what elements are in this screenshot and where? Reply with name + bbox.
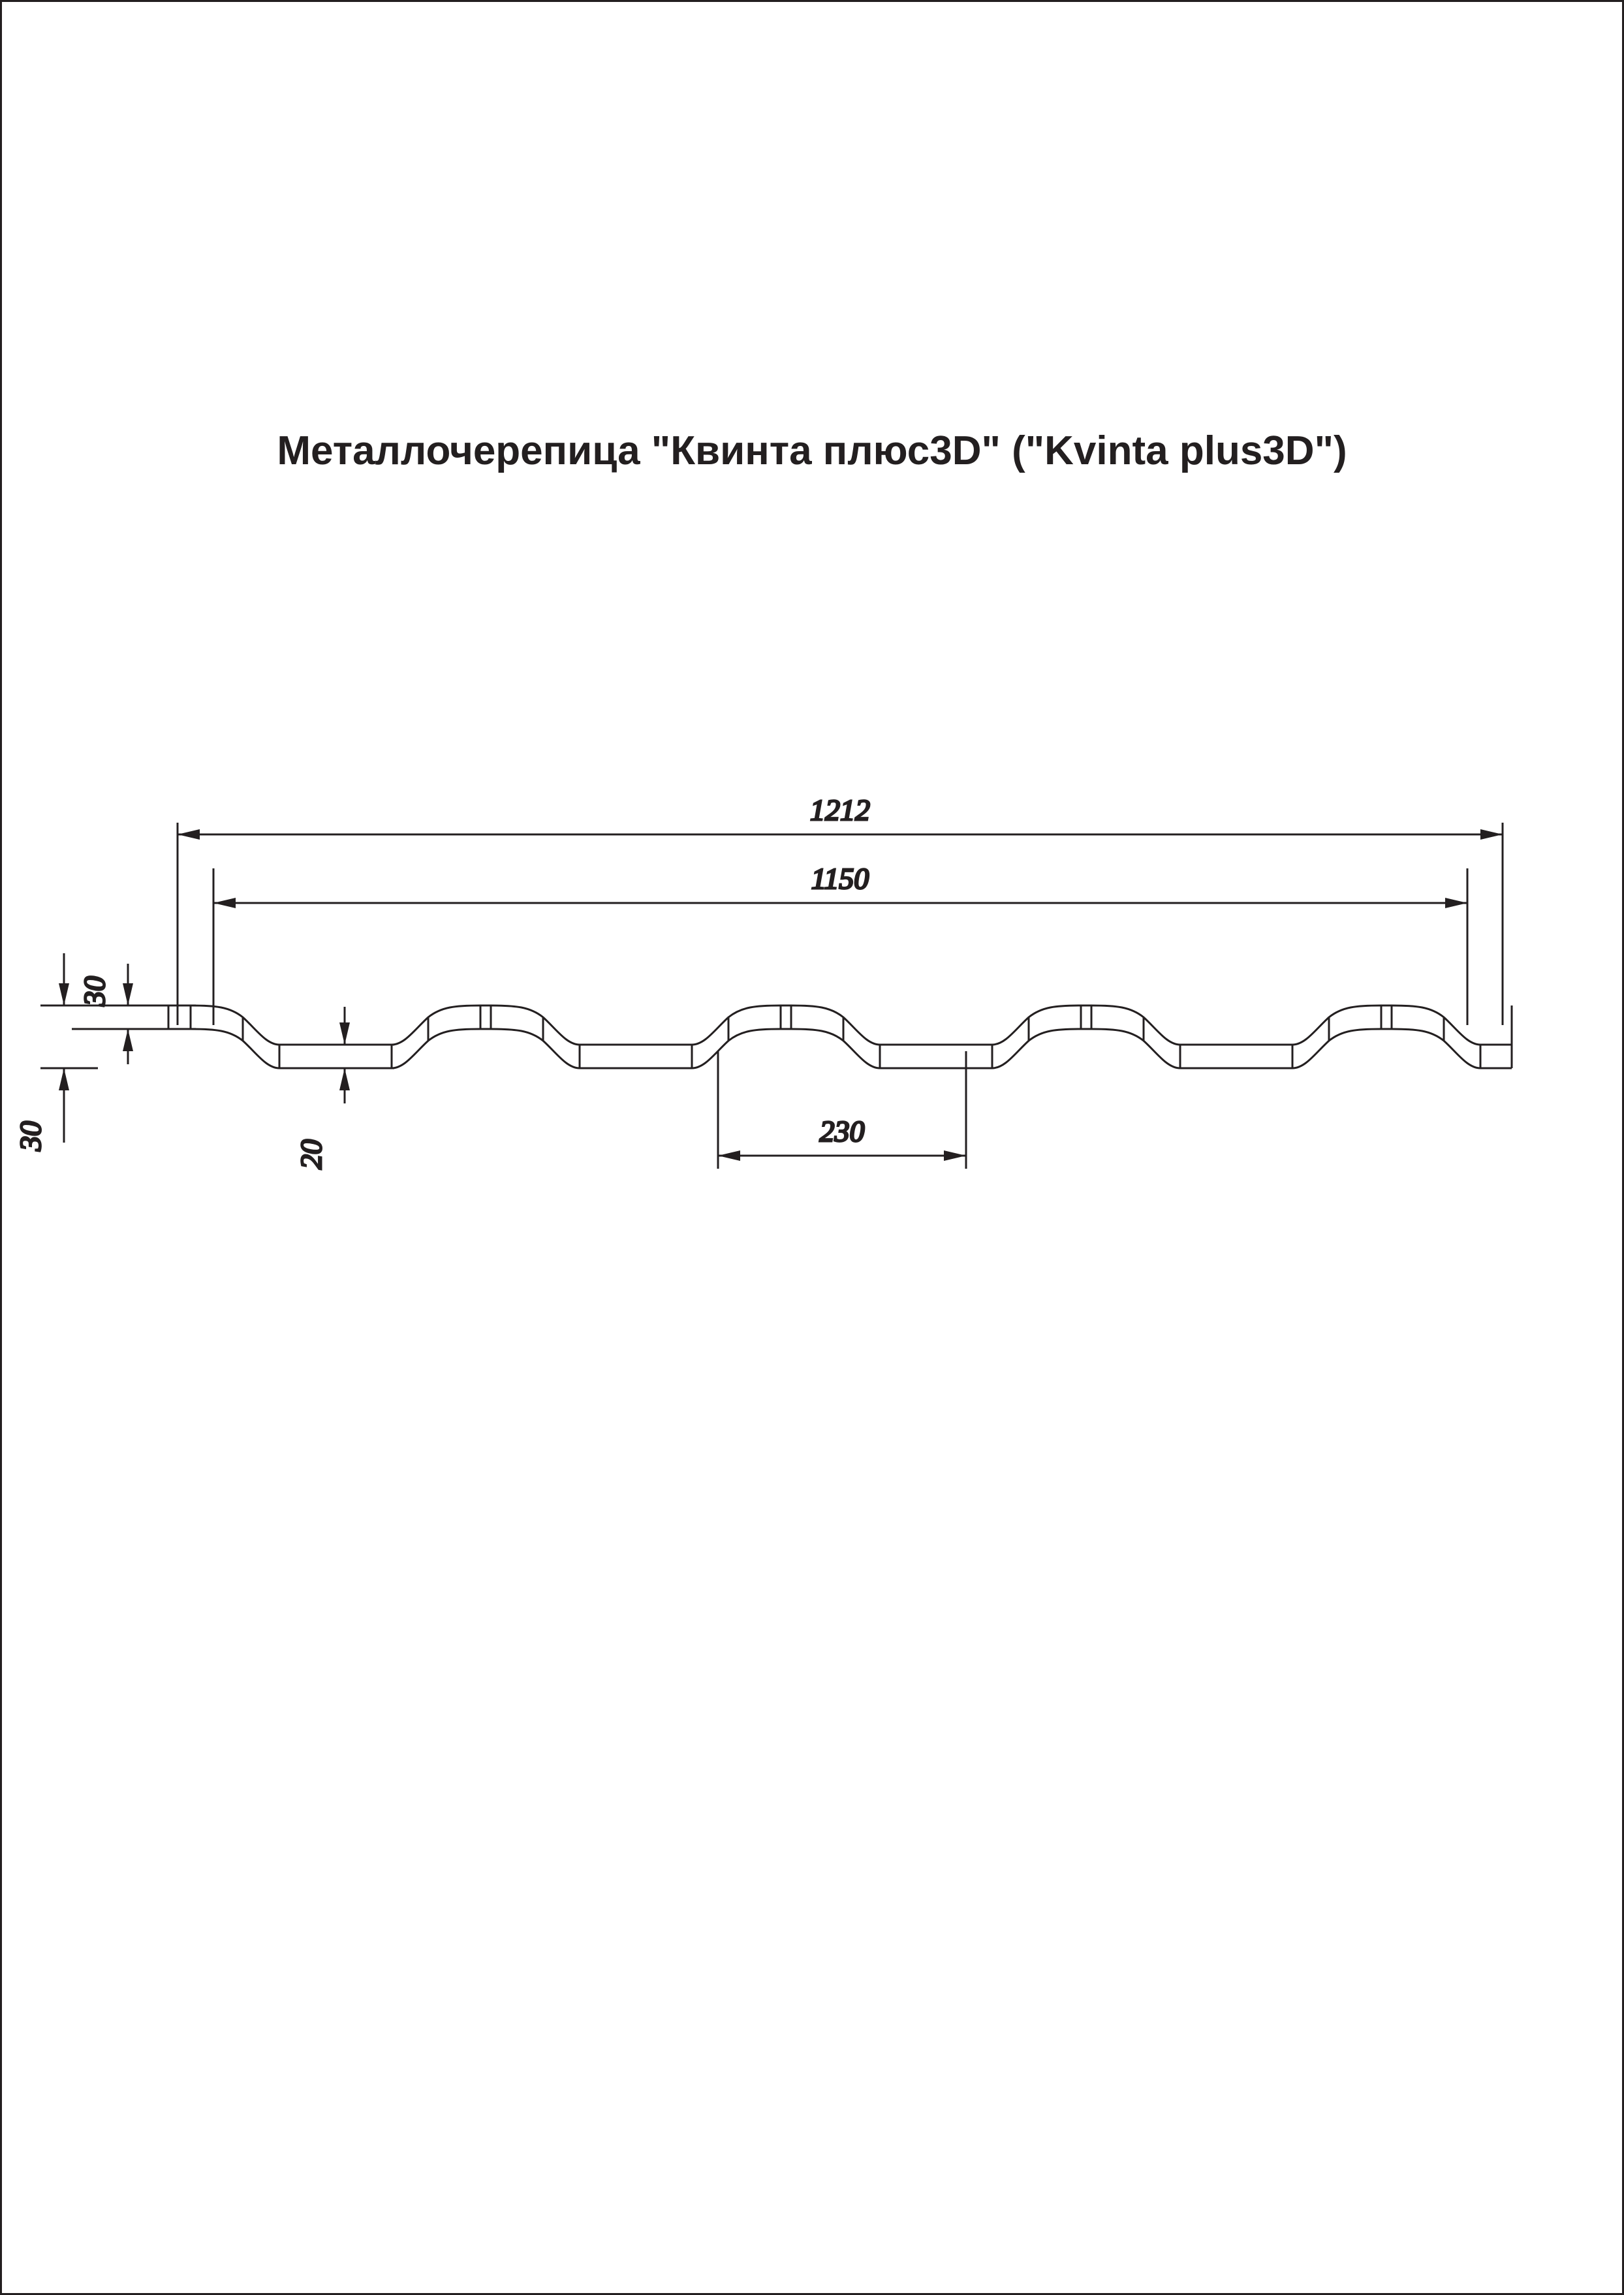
dimension-useful-width [213, 862, 1467, 1025]
dimension-label-useful-width: 1150 [811, 862, 869, 895]
sheet-profile-outline [168, 1005, 1512, 1068]
dimension-rib-height [281, 1007, 394, 1169]
dimension-label-total-width: 1212 [810, 793, 870, 827]
dimension-label-rib-height: 20 [294, 1139, 328, 1169]
page-title: Металлочерепица "Квинта плюс3D" ("Kvinta plus3D") [277, 428, 1347, 473]
profile-drawing [0, 738, 1624, 1254]
dimension-label-overall-height: 30 [14, 1121, 47, 1151]
dimension-label-step-height-top: 30 [78, 976, 111, 1006]
dimension-total-width [178, 793, 1503, 1025]
dimension-label-wave-pitch: 230 [819, 1115, 865, 1148]
